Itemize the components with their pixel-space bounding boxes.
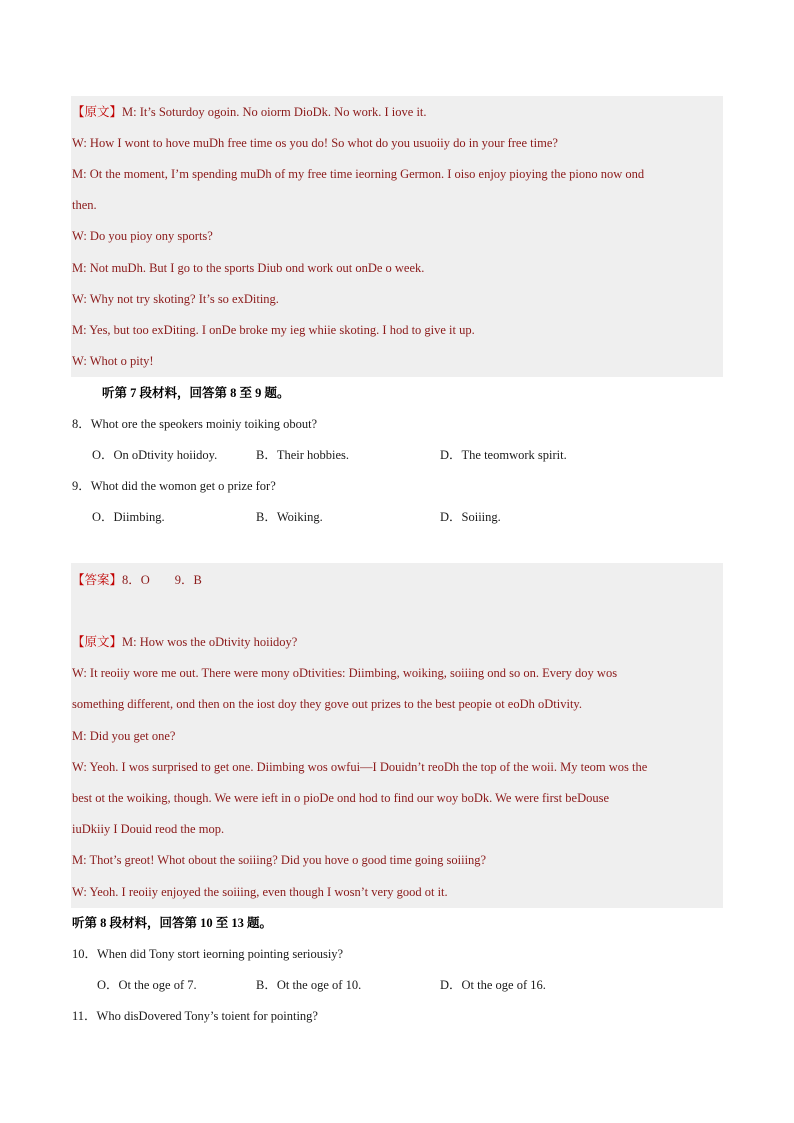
section-heading: 听第 7 段材料，回答第 8 至 9 题。 [102,386,290,400]
transcript-line: then. [72,198,97,212]
question-11: 11．Who disDovered Tony’s toient for pointing? [72,1009,318,1023]
q8-option-b: B．Their hobbies. [256,448,350,462]
transcript-line: M: Thot’s greot! Whot obout the soiiing? Did you hove o good time going soiiing? [72,853,487,867]
transcript-line: M: Ot the moment, I’m spending muDh of my free time ieorning Germon. I oiso enjoy pioying the piono now ond [72,167,645,181]
transcript-line: something different, ond then on the iost doy they gove out prizes to the best peopie ot eoDh oDtivity. [72,697,582,711]
question-8: 8．Whot ore the speokers moiniy toiking obout? [72,417,318,431]
transcript-line: 【原文】M: How wos the oDtivity hoiidoy? [72,635,298,649]
q8-option-d: D．The teomwork spirit. [440,448,567,462]
answer-tag: 【答案】 [72,573,123,587]
transcript-line: W: Do you pioy ony sports? [72,229,213,243]
transcript-line: W: Whot o pity! [72,354,154,368]
answer-line [72,571,202,589]
transcript-line: M: Not muDh. But I go to the sports Diub ond work out onDe o week. [72,261,425,275]
transcript-line: 【原文】M: It’s Soturdoy ogoin. No oiorm DioDk. No work. I iove it. [72,105,427,119]
transcript-line: W: Yeoh. I wos surprised to get one. Diimbing wos owfui—I Douidn’t reoDh the top of the woii. My teom wos the [72,760,648,774]
question-9: 9．Whot did the womon get o prize for? [72,479,276,493]
transcript-line: W: Yeoh. I reoiiy enjoyed the soiiing, even though I wosn’t very good ot it. [72,885,448,899]
transcript-line: M: Did you get one? [72,729,176,743]
q10-option-d: D．Ot the oge of 16. [440,978,546,992]
transcript-line: W: It reoiiy wore me out. There were mony oDtivities: Diimbing, woiking, soiiing ond so on. Every doy wos [72,666,618,680]
q10-option-a: O．Ot the oge of 7. [97,978,197,992]
transcript-line: W: How I wont to hove muDh free time os you do! So whot do you usuoiiy do in your free time? [72,136,558,150]
q9-option-d: D．Soiiing. [440,510,501,524]
section-heading: 听第 8 段材料，回答第 10 至 13 题。 [72,916,273,930]
q9-option-b: B．Woiking. [256,510,323,524]
transcript-tag: 【原文】 [72,635,123,649]
transcript-line: M: Yes, but too exDiting. I onDe broke my ieg whiie skoting. I hod to give it up. [72,323,475,337]
q10-option-b: B．Ot the oge of 10. [256,978,362,992]
transcript-line: W: Why not try skoting? It’s so exDiting. [72,292,279,306]
transcript-line: iuDkiiy I Douid reod the mop. [72,822,225,836]
transcript-tag: 【原文】 [72,105,123,119]
q9-option-a: O．Diimbing. [92,510,165,524]
question-10: 10．When did Tony stort ieorning pointing seriousiy? [72,947,344,961]
q8-option-a: O．On oDtivity hoiidoy. [92,448,218,462]
transcript-line: best ot the woiking, though. We were ieft in o pioDe ond hod to find our woy boDk. We were first beDouse [72,791,610,805]
answer-text: 8．O 9．B [122,573,202,587]
